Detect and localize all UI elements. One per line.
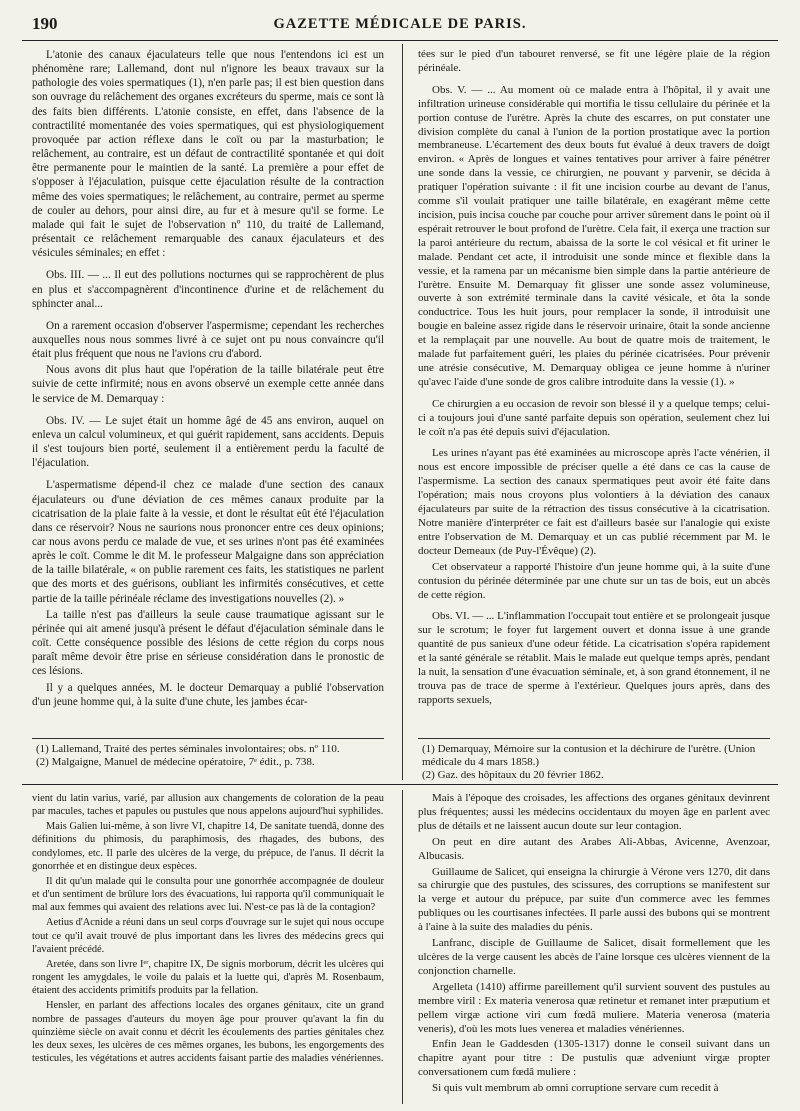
paragraph: Lanfranc, disciple de Guillaume de Salicet, disait formellement que les ulcères de la verge causent les abcès de l'aine lorsque ces ulcères viennent de la conjonction charnelle.	[418, 937, 770, 977]
observation-3: Obs. III. — ... Il eut des pollutions nocturnes qui se rapprochèrent de plus en plus et s'accompagnèrent d'incontinence d'urine et de relâchement du sphincter anal...	[32, 269, 384, 310]
paragraph: Aetius d'Acnide a réuni dans un seul corps d'ouvrage sur le sujet qui nous occupe tout ce qu'il avait trouvé de plus important dans les livres des médecins grecs qui l'avaient précédé.	[32, 917, 384, 955]
paragraph: Nous avons dit plus haut que l'opération de la taille bilatérale peut être suivie de cette infirmité; nous en avons observé un exemple cette année dans le service de M. Demarquay :	[32, 364, 384, 405]
observation-6: Obs. VI. — ... L'inflammation l'occupait tout entière et se prolongeait jusque sur le scrotum; le foyer fut largement ouvert et donna issue à une grande quantité de pus sanieux d'une odeur fétide. La cicatrisation s'opéra rapidement et la santé générale se rétablit. Mais le malade eut quelque temps après, pendant la nuit, la sensation d'une évacuation séminale, et, à son grand étonnement, il ne trouva pas de trace de sperme à l'extérieur. Quelques jours après, dans des rapports sexuels,	[418, 610, 770, 706]
paragraph: Il y a quelques années, M. le docteur Demarquay a publié l'observation d'un jeune homme qui, à la suite d'une chute, les jambes écar-	[32, 681, 384, 708]
bottom-left-column	[32, 792, 384, 1100]
paragraph: L'atonie des canaux éjaculateurs telle que nous l'entendons ici est un phénomène rare; Lallemand, dont nul n'ignore les beaux travaux sur la pathologie des voies spermatiques (1), n'en parle pas; il est bien question dans son ouvrage du relâchement des organes excréteurs du sperme, mais ce sont là des faits bien différents. L'atonie consiste, en effet, dans l'absence de la contractilité momentanée des voies spermatiques, qui est physiologiquement provoquée par action réflexe dans le coït ou par la masturbation; le relâchement, au contraire, est un défaut de contractilité spontanée et qui doit être permanente pour le maintien de la santé. La première a pour effet de s'opposer à l'éjaculation, puisque cette éjaculation résulte de la contraction même des voies spermatiques; le relâchement, au contraire, permet au sperme de couler au dehors, pour ainsi dire, au fur et à mesure qu'il se forme. Le malade qui fait le sujet de l'observation nº 110, du traité de Lallemand, présentait ce relâchement remarquable des canaux éjaculateurs et des vésicules séminales; en effet :	[32, 49, 384, 260]
page-header	[22, 10, 778, 41]
footnote: (2) Malgaigne, Manuel de médecine opératoire, 7ᵉ édit., p. 738.	[36, 756, 315, 768]
footnote-rule-right	[418, 738, 770, 739]
observation-4: Obs. IV. — Le sujet était un homme âgé de 45 ans environ, auquel on enleva un calcul volumineux, et qui guérit rapidement, sans accidents. Depuis il s'est toujours bien porté, seulement il a entièrement perdu la faculté de l'éjaculation.	[32, 414, 384, 470]
paragraph: Si quis vult membrum ab omni corruptione servare cum recedit à	[432, 1082, 719, 1095]
paragraph: Il dit qu'un malade qui le consulta pour une gonorrhée accompagnée de douleur et d'un sentiment de brûlure lors des évacuations, lui rapporta qu'il communiquait le mal aux femmes qui avaient des relations avec lui. N'est-ce pas là de la contagion?	[32, 875, 384, 914]
top-right-column	[418, 48, 770, 732]
bottom-right-column	[418, 792, 770, 1100]
paragraph: Guillaume de Salicet, qui enseigna la chirurgie à Vérone vers 1270, dit dans sa chirurgie que des pustules, des scissures, des corruptions se manifestent sur la verge et autour du prépuce, par suite d'un commerce avec les femmes publiques ou les courtisanes infectées. Il parle aussi des bubons qui se montrent à l'aine à la suite des maladies du pénis.	[418, 865, 770, 934]
page-number: 190	[32, 14, 58, 33]
paragraph: Mais Galien lui-même, à son livre VI, chapitre 14, De sanitate tuendâ, donne des définitions du phimosis, du paraphimosis, des rhagades, des bubons, des condylomes, etc. Il parle des ulcères de la verge, du prépuce, de l'anus. Il décrit la gonorrhée et en distingue deux espèces.	[32, 821, 384, 872]
paragraph: Hensler, en parlant des affections locales des organes génitaux, cite un grand nombre de passages d'auteurs du moyen âge pour prouver qu'avant la fin du quinzième siècle on avait connu et décrit les écoulements des parties génitales chez les deux sexes, les ulcères de ces mêmes organes, les bubons, les engorgements des testicules, les végétations et autres accidents faisant partie des maladies vénériennes.	[32, 1000, 384, 1064]
journal-title: GAZETTE MÉDICALE DE PARIS.	[273, 16, 527, 32]
paragraph: On a rarement occasion d'observer l'aspermisme; cependant les recherches auxquelles nous nous sommes livré à ce sujet ont pu nous convaincre qu'il était plus fréquent que nous ne l'avions cru d'abord.	[32, 319, 384, 361]
paragraph: On peut en dire autant des Arabes Ali-Abbas, Avicenne, Avenzoar, Albucasis.	[418, 835, 770, 862]
top-left-column	[32, 48, 384, 732]
footnote: (1) Lallemand, Traité des pertes séminales involontaires; obs. nº 110.	[36, 743, 340, 755]
column-divider-bottom	[402, 790, 403, 1104]
paragraph: Cet observateur a rapporté l'histoire d'un jeune homme qui, à la suite d'une contusion du périnée déterminée par une chute sur un tas de bois, eut un abcès de cette région.	[418, 560, 770, 601]
footnote: (1) Demarquay, Mémoire sur la contusion et la déchirure de l'urètre. (Union médicale du 4 mars 1858.)	[422, 743, 756, 768]
paragraph: vient du latin varius, varié, par allusion aux changements de coloration de la peau par macules, taches et papules ou pustules que nous appelons aujourd'hui syphilides.	[32, 793, 384, 818]
paragraph: Enfin Jean le Gaddesden (1305-1317) donne le conseil suivant dans un chapitre ayant pour titre : De pustulis quæ adveniunt virgæ propter conversationem cum fœdâ muliere :	[418, 1038, 770, 1079]
paragraph: Ce chirurgien a eu occasion de revoir son blessé il y a quelque temps; celui-ci a toujours joui d'une santé parfaite depuis son opération, seulement chez lui le coït n'a pas été depuis suivi d'éjaculation.	[418, 397, 770, 438]
observation-5: Obs. V. — ... Au moment où ce malade entra à l'hôpital, il y avait une infiltration urineuse considérable qui mortifia le tissu cellulaire du périnée et la portion contuse de l'urètre. Après la chute des escarres, on put constater une division complète du canal à l'union de la portion prostatique avec la portion membraneuse. L'écartement des deux bouts fut évalué à deux travers de doigt environ. « Après de longues et vaines tentatives pour arriver à faire pénétrer une sonde dans la vessie, ce chirurgien, ne pouvant y parvenir, se décida à pratiquer l'opération suivante : il fit une incision courbe au devant de l'anus, comme s'il voulait pratiquer une taille bilatérale, en exagérant même cette incision, puis incisa couche par couche pour arriver sûrement dans le point où il espérait retrouver le bout profond de l'urètre. Cela fait, il exerça une traction sur la paroi antérieure du rectum, abaissa de la sorte le col vésical et fit uriner le malade. Pendant cet acte, il introduisit une sonde mince et flexible dans la vessie, et la ramena par un mécanisme bien simple dans la partie antérieure de l'urètre. Ensuite M. Demarquay fit glisser une sonde assez volumineuse, ouverte à son extrémité terminale dans la cavité vésicale, et ôta la sonde conductrice. Tous les huit jours, pour remplacer la sonde, il introduisit une bougie en baleine assez rigide dans le réservoir urinaire, ôtait la sonde ancienne et la remplaçait par une nouvelle. Au bout de quatre mois de traitement, le malade fut parfaitement guéri, les plaies du périnée cicatrisées. Pour prévenir une atrésie consécutive, M. Demarquay obligea ce jeune homme à n'uriner qu'avec l'aide d'une sonde de gros calibre introduite dans la vessie (1). »	[418, 83, 770, 388]
paragraph: L'aspermatisme dépend-il chez ce malade d'une section des canaux éjaculateurs ou d'une déviation de ces mêmes canaux produite par la cicatrisation de la plaie faite à la vessie, et dont le résultat eût été l'éjaculation dans ce réservoir? Nous ne saurions nous prononcer entre ces deux opinions; car nous avons perdu ce malade de vue, et ses urines n'ont pas été examinées après le coït. Comme le dit M. le professeur Malgaigne dans son appréciation de la taille bilatérale, « on publie rarement ces faits, les statistiques ne parlent que des morts et des guérisons, oubliant les infirmités consécutives, et cette partie de la taille périnéale réclame des investigations nouvelles (2). »	[32, 479, 384, 605]
paragraph: Les urines n'ayant pas été examinées au microscope après l'acte vénérien, il nous est encore impossible de préciser quelle a été dans ce cas la cause de l'aspermisme. La section des canaux spermatiques peut avoir été faite dans l'opération; mais nous croyons plus volontiers à la déviation des canaux éjaculateurs par suite de la rétraction des tissus consécutive à la cicatrisation. Notre manière d'interpréter ce fait est d'ailleurs basée sur l'analogie qui existe entre l'observation de M. Demarquay et un cas publié récemment par M. le docteur Demeaux (de Puy-l'Évêque) (2).	[418, 447, 770, 557]
section-divider	[22, 784, 778, 785]
paragraph: tées sur le pied d'un tabouret renversé, se fit une légère plaie de la région périnéale.	[418, 48, 770, 74]
column-divider-top	[402, 44, 403, 780]
paragraph: Argelleta (1410) affirme pareillement qu'il survient souvent des pustules au membre viril : Ex materia venerosa quæ retinetur et remanet inter præputium et pellem virgæ actione viri cum fœdâ muliere. Materia venerosa (materia veneris), d'où les mots lues venerea et maladies vénériennes.	[418, 980, 770, 1035]
paragraph: Aretée, dans son livre Iᵉʳ, chapitre IX, De signis morborum, décrit les ulcères qui rongent les amygdales, le voile du palais et la luette qui, d'après M. Rosenbaum, étaient des accidents primitifs produits par la fellation.	[32, 958, 384, 997]
paragraph: La taille n'est pas d'ailleurs la seule cause traumatique agissant sur le périnée qui ait amené jusqu'à présent le défaut d'éjaculation séminale dans le coït. Cette conséquence possible des lésions de cette région du corps nous paraît même devoir être prise en sérieuse considération dans le pronostic de ces lésions.	[32, 608, 384, 678]
footnotes-right	[418, 743, 770, 782]
footnote-rule-left	[32, 738, 384, 739]
footnotes-left	[32, 743, 384, 769]
paragraph: Mais à l'époque des croisades, les affections des organes génitaux devinrent plus fréquentes; aussi les médecins occidentaux du moyen âge en parlent avec plus de détails et ne laissent aucun doute sur leur contagion.	[418, 792, 770, 832]
footnote: (2) Gaz. des hôpitaux du 20 février 1862.	[422, 769, 604, 781]
